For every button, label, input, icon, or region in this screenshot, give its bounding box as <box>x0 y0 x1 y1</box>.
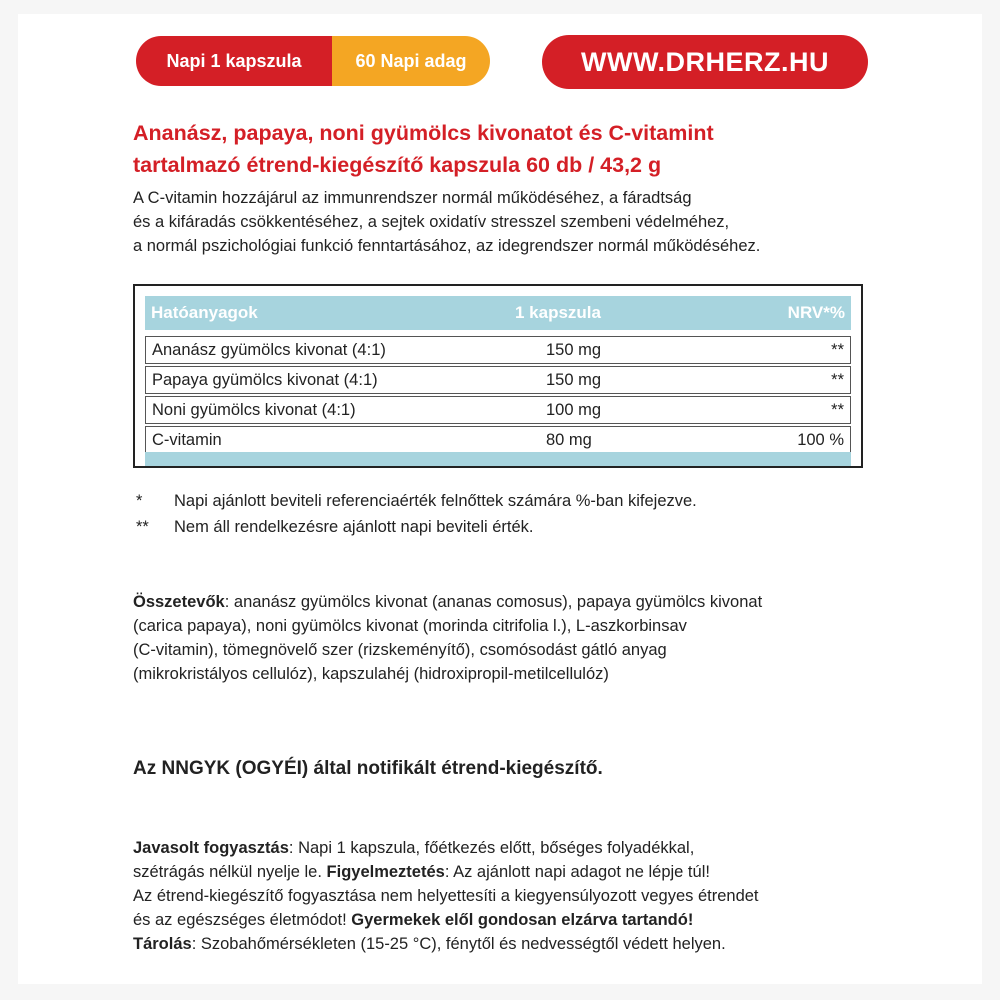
footnote <box>136 514 896 540</box>
usage-text: : Az ajánlott napi adagot ne lépje túl! <box>444 863 710 881</box>
usage-label: Javasolt fogyasztás <box>133 839 289 857</box>
notification-statement: Az NNGYK (OGYÉI) által notifikált étrend-kiegészítő. <box>133 758 603 779</box>
ingredient-nrv: 100 % <box>797 431 844 449</box>
ingredient-amount: 150 mg <box>546 371 602 389</box>
storage-label: Tárolás <box>133 935 192 953</box>
ingredient-nrv: ** <box>831 341 844 359</box>
ingredient-nrv: ** <box>831 371 844 389</box>
title-line: tartalmazó étrend-kiegészítő kapszula 60 db / 43,2 g <box>133 153 662 177</box>
usage-line <box>133 836 893 860</box>
claim-line: A C-vitamin hozzájárul az immunrendszer normál működéséhez, a fáradtság <box>133 189 692 207</box>
footnote-text: Nem áll rendelkezésre ajánlott napi beviteli érték. <box>174 518 534 536</box>
usage-text: és az egészséges életmódot! <box>133 911 352 929</box>
ingredient-amount: 80 mg <box>546 431 592 449</box>
footnote-text: Napi ajánlott beviteli referenciaérték felnőttek számára %-ban kifejezve. <box>174 492 697 510</box>
table-row <box>145 366 851 394</box>
ingredients-section <box>133 590 873 686</box>
usage-line <box>133 860 893 884</box>
health-claim <box>133 186 893 258</box>
ingredients-line: (mikrokristályos cellulóz), kapszulahéj (hidroxipropil-metilcellulóz) <box>133 665 609 683</box>
label-card <box>18 14 982 984</box>
website-badge: WWW.DRHERZ.HU <box>542 35 868 89</box>
usage-line <box>133 908 893 932</box>
table-footer-bar <box>145 452 851 466</box>
ingredient-nrv: ** <box>831 401 844 419</box>
usage-text: : Napi 1 kapszula, főétkezés előtt, bőséges folyadékkal, <box>288 839 695 857</box>
child-warning: Gyermekek elől gondosan elzárva tartandó! <box>351 911 694 929</box>
ingredient-name: C-vitamin <box>152 431 222 449</box>
footnotes <box>136 488 896 540</box>
ingredient-amount: 100 mg <box>546 401 602 419</box>
daily-dose-badge: 60 Napi adag <box>332 36 490 86</box>
storage-text: : Szobahőmérsékleten (15-25 °C), fénytől és nedvességtől védett helyen. <box>191 935 726 953</box>
ingredient-name: Papaya gyümölcs kivonat (4:1) <box>152 371 378 389</box>
ingredients-line <box>133 590 873 614</box>
table-header <box>145 296 851 330</box>
header-per-capsule: 1 kapszula <box>515 303 601 322</box>
ingredient-amount: 150 mg <box>546 341 602 359</box>
usage-text: szétrágás nélkül nyelje le. <box>133 863 327 881</box>
ingredient-name: Ananász gyümölcs kivonat (4:1) <box>152 341 386 359</box>
claim-line: a normál pszichológiai funkció fenntartásához, az idegrendszer normál működéséhez. <box>133 237 761 255</box>
footnote-mark: ** <box>136 518 149 536</box>
daily-capsule-badge: Napi 1 kapszula <box>136 36 332 86</box>
header-nrv: NRV*% <box>787 303 845 322</box>
warning-label: Figyelmeztetés <box>326 863 445 881</box>
nutrition-table <box>133 284 863 468</box>
table-row <box>145 396 851 424</box>
claim-line: és a kifáradás csökkentéséhez, a sejtek oxidatív stresszel szembeni védelméhez, <box>133 213 730 231</box>
ingredients-line: (carica papaya), noni gyümölcs kivonat (morinda citrifolia l.), L-aszkorbinsav <box>133 617 687 635</box>
table-row <box>145 426 851 454</box>
usage-line <box>133 932 893 956</box>
usage-line: Az étrend-kiegészítő fogyasztása nem helyettesíti a kiegyensúlyozott vegyes étrendet <box>133 887 759 905</box>
ingredients-label: Összetevők <box>133 593 225 611</box>
table-row <box>145 336 851 364</box>
header-active-ingredients: Hatóanyagok <box>151 303 258 322</box>
footnote <box>136 488 896 514</box>
dosage-badge <box>136 36 490 86</box>
ingredient-name: Noni gyümölcs kivonat (4:1) <box>152 401 356 419</box>
usage-section <box>133 836 893 956</box>
title-line: Ananász, papaya, noni gyümölcs kivonatot és C-vitamint <box>133 121 714 145</box>
footnote-mark: * <box>136 492 143 510</box>
ingredients-line: (C-vitamin), tömegnövelő szer (rizskeményítő), csomósodást gátló anyag <box>133 641 667 659</box>
ingredients-text: : ananász gyümölcs kivonat (ananas comosus), papaya gyümölcs kivonat <box>224 593 763 611</box>
product-title <box>133 117 893 181</box>
